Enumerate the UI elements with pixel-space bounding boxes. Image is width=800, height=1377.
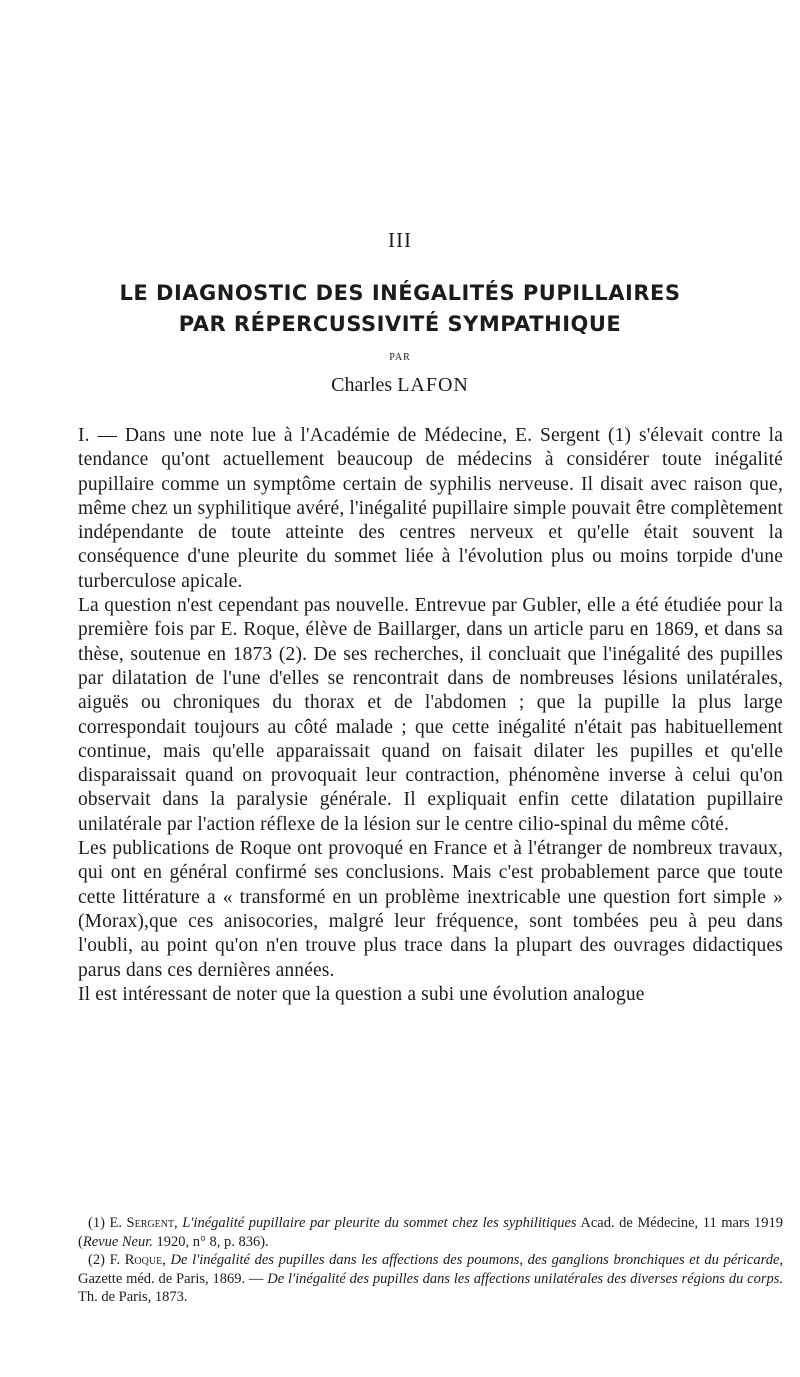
chapter-title-line-2: PAR RÉPERCUSSIVITÉ SYMPATHIQUE	[178, 312, 622, 336]
body-text	[78, 424, 783, 1007]
footnote-1-ref: Acad. de Médecine, 11 mars 1919 (	[78, 1215, 784, 1250]
footnote-1-number: (1) E.	[88, 1215, 122, 1231]
footnote-2-title-2: De l'inégalité des pupilles dans les affections unilatérales des diverses régions du corps.	[267, 1270, 784, 1287]
paragraph-1: I. — Dans une note lue à l'Académie de Médecine, E. Sergent (1) s'élevait contre la tendance qu'ont actuellement beaucoup de médecins à considérer toute inégalité pupillaire comme un symptôme certain de syphilis nerveuse. Il disait avec raison que, même chez un syphilitique avéré, l'inégalité pupillaire simple pouvait être complètement indépendante de toute atteinte des centres nerveux et qu'elle était souvent la conséquence d'une pleurite du sommet liée à l'évolution plus ou moins torpide d'une turberculose apicale.	[78, 425, 783, 592]
author-last-name: LAFON	[397, 374, 469, 396]
footnote-1-author: Sergent,	[126, 1215, 178, 1231]
footnote-2-ref-end: Th. de Paris, 1873.	[78, 1289, 188, 1306]
footnotes	[78, 1214, 783, 1307]
footnote-2-number: (2) F.	[88, 1252, 121, 1269]
footnote-2-title: De l'inégalité des pupilles dans les affections des poumons, des ganglions bronchiques et du péricarde,	[170, 1252, 784, 1269]
author-name	[0, 374, 800, 397]
footnote-2-ref: Gazette méd. de Paris, 1869. —	[78, 1270, 264, 1287]
paragraph-3: Les publications de Roque ont provoqué en France et à l'étranger de nombreux travaux, qui ont en général confirmé ses conclusions. Mais c'est probablement parce que toute cette littérature a « transformé en un problème inextricable une question fort simple » (Morax),que ces anisocories, malgré leur fréquence, sont tombées peu à peu dans l'oubli, au point qu'on n'en trouve plus trace dans la plupart des ouvrages didactiques parus dans ces dernières années.	[78, 838, 783, 981]
author-first-name: Charles	[331, 374, 393, 396]
paragraph-2: La question n'est cependant pas nouvelle. Entrevue par Gubler, elle a été étudiée pour la première fois par E. Roque, élève de Baillarger, dans un article paru en 1869, et dans sa thèse, soutenue en 1873 (2). De ses recherches, il concluait que l'inégalité des pupilles par dilatation de l'une d'elles se rencontrait dans de nombreuses lésions unilatérales, aiguës ou chroniques du thorax et de l'abdomen ; que la pupille la plus large correspondait toujours au côté malade ; que cette inégalité n'était pas habituellement continue, mais qu'elle apparaissait quand on faisait dilater les pupilles et qu'elle disparaissait quand on provoquait leur contraction, phénomène inverse à celui qu'on observait dans la paralysie générale. Il expliquait enfin cette dilatation pupillaire unilatérale par l'action réflexe de la lésion sur le centre cilio-spinal du même côté.	[78, 595, 783, 835]
chapter-number: III	[388, 228, 412, 252]
par-label: PAR	[389, 352, 411, 363]
footnote-2-author: Roque,	[124, 1252, 166, 1269]
footnote-2	[78, 1251, 783, 1307]
chapter-title	[60, 278, 740, 340]
footnote-1	[78, 1214, 783, 1251]
footnote-1-ref-end: 1920, n° 8, p. 836).	[152, 1233, 269, 1250]
paragraph-4: Il est intéressant de noter que la question a subi une évolution analogue	[78, 983, 645, 1005]
footnote-1-title: L'inégalité pupillaire par pleurite du sommet chez les syphilitiques	[182, 1215, 577, 1231]
footnote-1-journal: Revue Neur.	[82, 1233, 153, 1250]
chapter-title-line-1: LE DIAGNOSTIC DES INÉGALITÉS PUPILLAIRES	[119, 281, 681, 305]
